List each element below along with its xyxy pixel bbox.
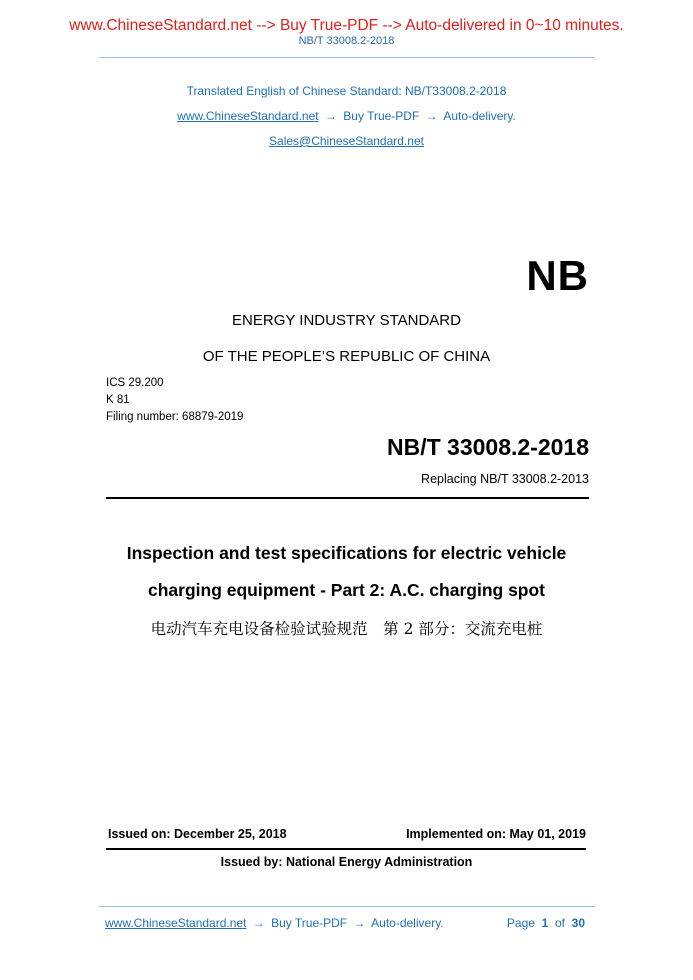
standard-code-mark: NB <box>526 252 589 299</box>
arrow-right-icon: → <box>252 916 265 930</box>
issued-on-date: Issued on: December 25, 2018 <box>108 827 287 841</box>
page-label: Page <box>506 916 535 930</box>
implemented-on-date: Implemented on: May 01, 2019 <box>406 827 586 841</box>
translation-notice: Translated English of Chinese Standard: NB/T33008.2-2018 <box>186 84 507 98</box>
ics-code: ICS 29.200 <box>106 377 164 389</box>
arrow-right-icon: → <box>324 109 337 123</box>
footer-divider <box>99 906 595 907</box>
arrow-right-icon: → <box>425 109 438 123</box>
page-current: 1 <box>541 916 549 930</box>
footer-purchase-line <box>105 916 444 930</box>
title-divider <box>106 497 589 499</box>
title-english-line2: charging equipment - Part 2: A.C. charging spot <box>147 580 546 600</box>
sales-email-link[interactable]: Sales@ChineseStandard.net <box>269 134 424 148</box>
sales-line <box>0 134 693 148</box>
header-divider <box>99 57 595 58</box>
issuing-authority: Issued by: National Energy Administration <box>220 855 473 869</box>
title-chinese: 电动汽车充电设备检验试验规范 第 2 部分：交流充电桩 <box>150 620 543 638</box>
auto-delivery-text: Auto-delivery. <box>443 109 516 123</box>
filing-number: Filing number: 68879-2019 <box>106 411 244 423</box>
standard-type-line1: ENERGY INDUSTRY STANDARD <box>232 312 461 329</box>
page-indicator <box>507 916 585 930</box>
arrow-right-icon: → <box>353 916 366 930</box>
standard-type-line2: OF THE PEOPLE’S REPUBLIC OF CHINA <box>202 348 491 365</box>
promo-banner[interactable]: www.ChineseStandard.net --> Buy True-PDF --> Auto-delivered in 0~10 minutes. <box>69 17 624 34</box>
standard-number: NB/T 33008.2-2018 <box>386 434 589 460</box>
site-link[interactable]: www.ChineseStandard.net <box>177 109 319 123</box>
dates-divider <box>106 848 586 850</box>
purchase-line <box>0 109 693 123</box>
title-english-line1: Inspection and test specifications for electric vehicle <box>126 543 567 563</box>
footer-auto-text: Auto-delivery. <box>371 916 444 930</box>
footer-buy-text: Buy True-PDF <box>271 916 348 930</box>
replacing-note: Replacing NB/T 33008.2-2013 <box>421 472 589 486</box>
buy-pdf-text: Buy True-PDF <box>343 109 420 123</box>
k-code: K 81 <box>106 394 130 406</box>
footer-site-link[interactable]: www.ChineseStandard.net <box>105 916 247 930</box>
page-total: 30 <box>571 916 585 930</box>
page-of-label: of <box>554 916 565 930</box>
classification-block <box>106 375 243 426</box>
header-doc-id: NB/T 33008.2-2018 <box>298 35 395 47</box>
